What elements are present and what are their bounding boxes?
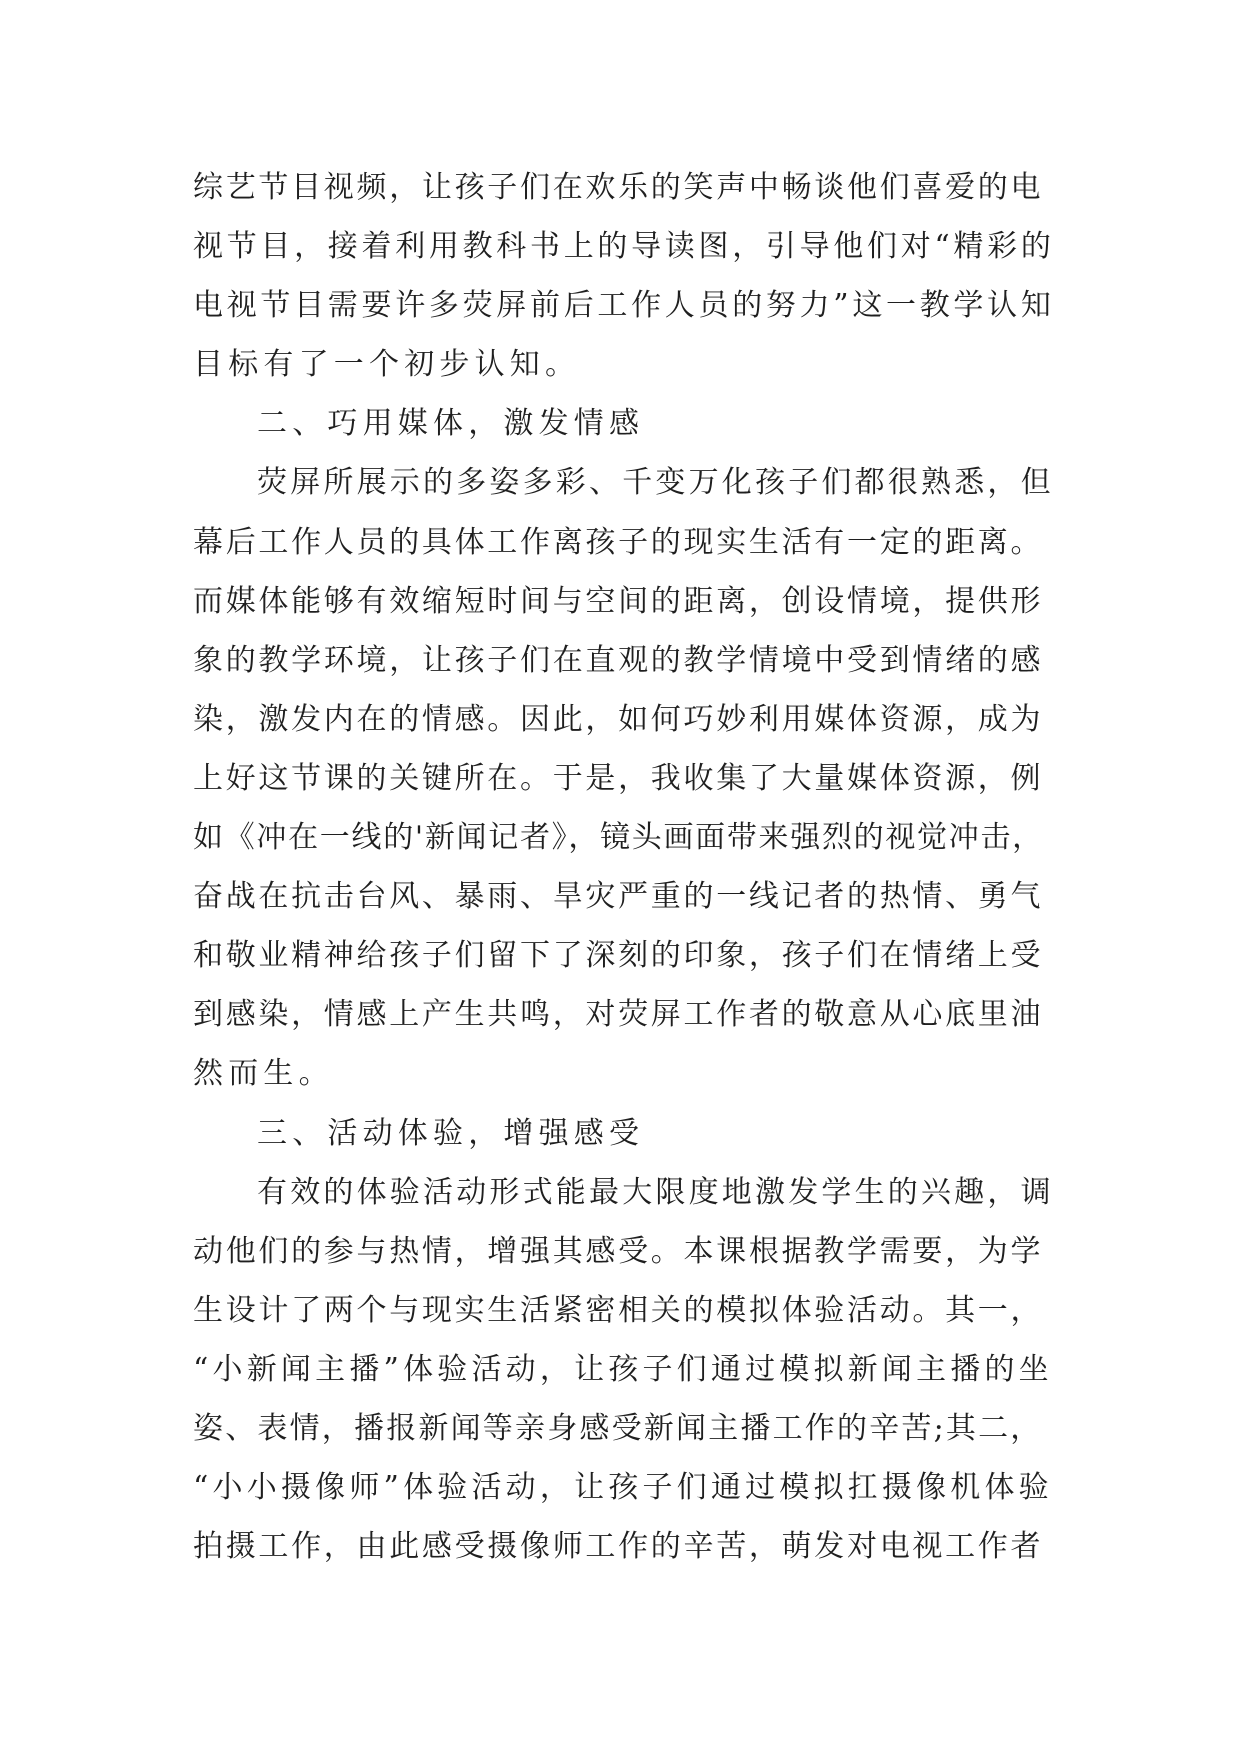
text-line: 如《冲在一线的'新闻记者》，镜头画面带来强烈的视觉冲击， [193, 820, 1044, 856]
text-line: 然而生。 [193, 1056, 334, 1092]
text-line: 幕后工作人员的具体工作离孩子的现实生活有一定的距离。 [193, 524, 1044, 560]
text-line: 奋战在抗击台风、暴雨、旱灾严重的一线记者的热情、勇气 [193, 879, 1044, 915]
section-heading: 二、巧用媒体，激发情感 [257, 406, 645, 442]
text-line: 电视节目需要许多荧屏前后工作人员的努力”这一教学认知 [193, 288, 1055, 324]
text-line: “小新闻主播”体验活动，让孩子们通过模拟新闻主播的坐 [193, 1351, 1053, 1387]
document-body [193, 158, 1055, 1576]
text-line: 象的教学环境，让孩子们在直观的教学情境中受到情绪的感 [193, 642, 1044, 678]
paragraph-first-line: 荧屏所展示的多姿多彩、千变万化孩子们都很熟悉，但 [257, 465, 1054, 501]
text-line: 到感染，情感上产生共鸣，对荧屏工作者的敬意从心底里油 [193, 997, 1044, 1033]
text-line: 目标有了一个初步认知。 [193, 347, 581, 383]
text-line: “小小摄像师”体验活动，让孩子们通过模拟扛摄像机体验 [193, 1470, 1053, 1506]
text-line: 生设计了两个与现实生活紧密相关的模拟体验活动。其一， [193, 1292, 1044, 1328]
section-heading: 三、活动体验，增强感受 [257, 1115, 645, 1151]
text-line: 拍摄工作，由此感受摄像师工作的辛苦，萌发对电视工作者 [193, 1529, 1044, 1565]
text-line: 综艺节目视频，让孩子们在欢乐的笑声中畅谈他们喜爱的电 [193, 170, 1044, 205]
text-line: 和敬业精神给孩子们留下了深刻的印象，孩子们在情绪上受 [193, 938, 1044, 974]
text-line: 上好这节课的关键所在。于是，我收集了大量媒体资源，例 [193, 760, 1044, 796]
text-line: 染，激发内在的情感。因此，如何巧妙利用媒体资源，成为 [193, 701, 1044, 737]
paragraph-first-line: 有效的体验活动形式能最大限度地激发学生的兴趣，调 [257, 1174, 1054, 1210]
text-line: 视节目，接着利用教科书上的导读图，引导他们对“精彩的 [193, 229, 1055, 265]
text-line: 姿、表情，播报新闻等亲身感受新闻主播工作的辛苦;其二， [193, 1410, 1043, 1446]
text-line: 动他们的参与热情，增强其感受。本课根据教学需要，为学 [193, 1233, 1044, 1269]
text-line: 而媒体能够有效缩短时间与空间的距离，创设情境，提供形 [193, 583, 1044, 619]
